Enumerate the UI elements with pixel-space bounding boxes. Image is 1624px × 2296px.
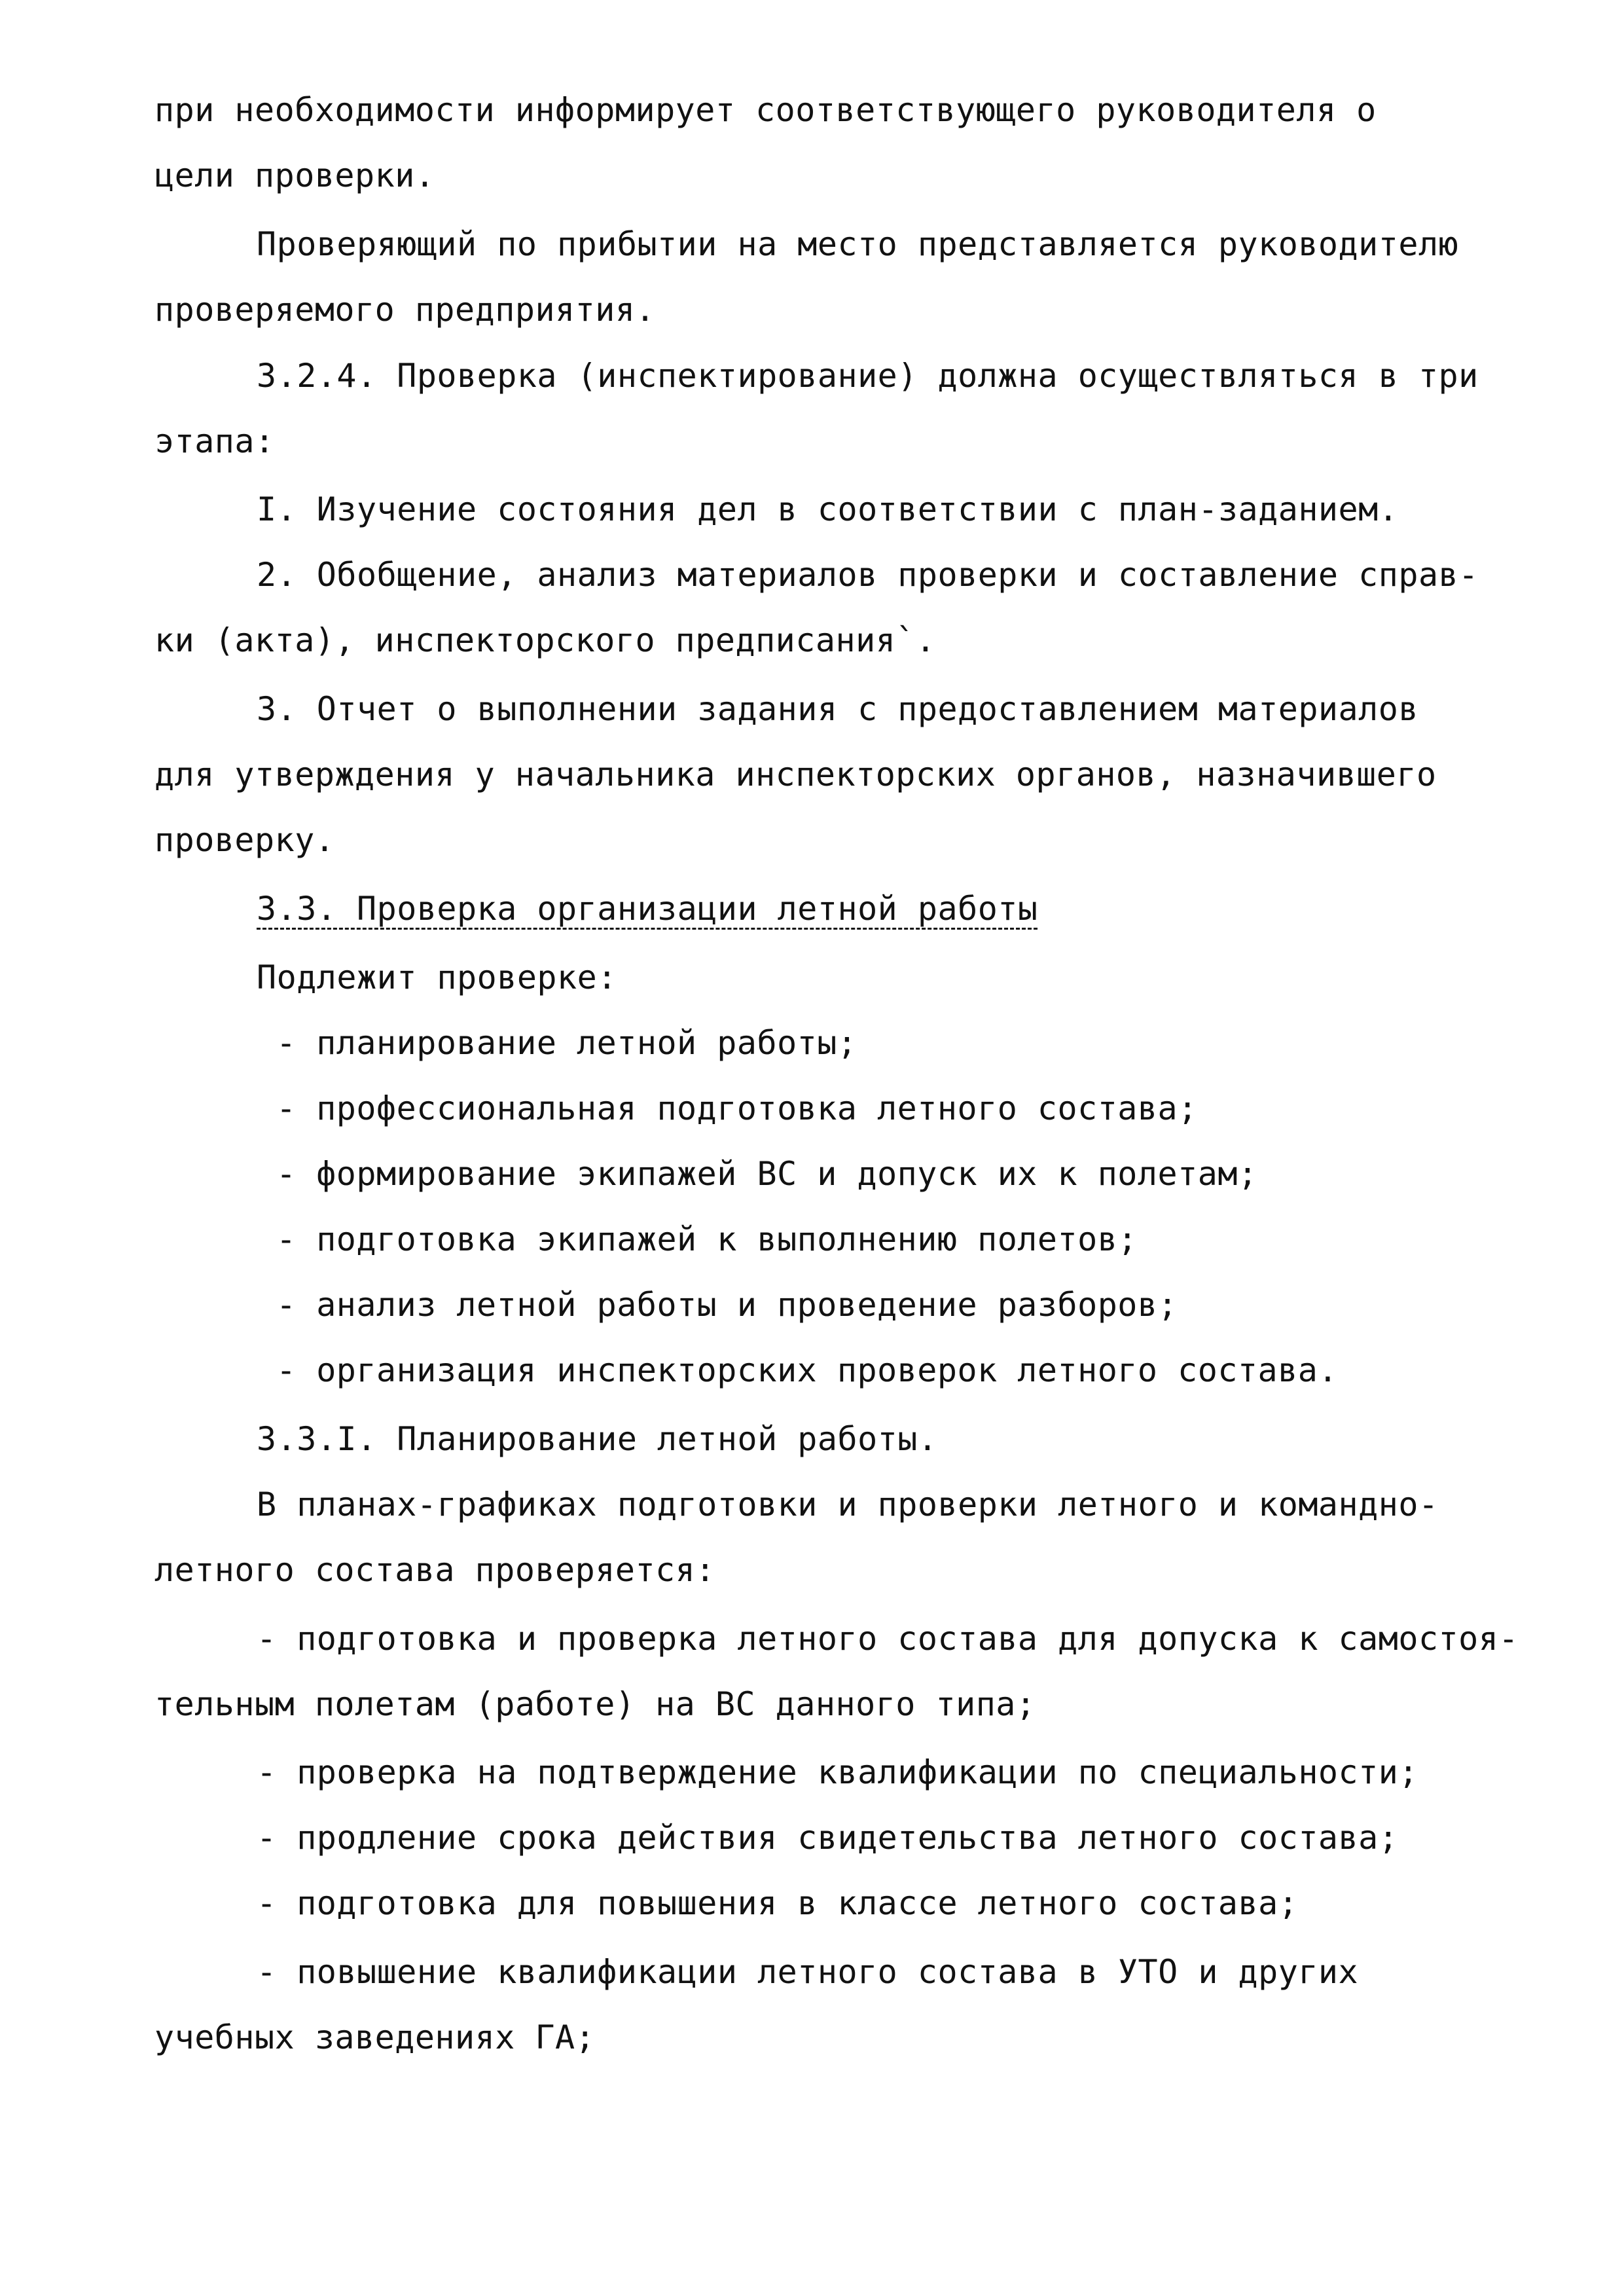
text-line: Проверяющий по прибытии на место представляется руководителю: [257, 225, 1459, 263]
list-item: - планирование летной работы;: [276, 1024, 857, 1062]
list-item: - подготовка для повышения в классе летного состава;: [257, 1884, 1299, 1922]
stage-2: 2. Обобщение, анализ материалов проверки и составление справ-: [257, 556, 1479, 594]
stage-3: 3. Отчет о выполнении задания с предоставлением материалов: [257, 690, 1418, 728]
text-line: при необходимости информирует соответствующего руководителя о: [154, 91, 1377, 129]
list-item: - организация инспекторских проверок летного состава.: [276, 1351, 1338, 1389]
section-3-3-heading: 3.3. Проверка организации летной работы: [257, 890, 1038, 928]
text-line: цели проверки.: [154, 156, 435, 194]
text-line: проверку.: [154, 821, 335, 859]
text-line: летного состава проверяется:: [154, 1551, 715, 1589]
list-item: - анализ летной работы и проведение разборов;: [276, 1286, 1178, 1324]
text-line: учебных заведениях ГА;: [154, 2018, 596, 2056]
stage-1: I. Изучение состояния дел в соответствии с план-заданием.: [257, 490, 1399, 528]
list-item: - повышение квалификации летного состава в УТО и других: [257, 1953, 1359, 1991]
text-line: для утверждения у начальника инспекторских органов, назначившего: [154, 756, 1437, 793]
list-item: - проверка на подтверждение квалификации по специальности;: [257, 1753, 1418, 1791]
list-item: - подготовка и проверка летного состава для допуска к самостоя-: [257, 1620, 1519, 1658]
text-line: проверяемого предприятия.: [154, 291, 656, 329]
list-item: - формирование экипажей ВС и допуск их к полетам;: [276, 1155, 1258, 1193]
text-line: этапа:: [154, 422, 275, 460]
text-line: В планах-графиках подготовки и проверки летного и командно-: [257, 1485, 1439, 1523]
text-line: Подлежит проверке:: [257, 958, 617, 996]
list-item: - продление срока действия свидетельства летного состава;: [257, 1819, 1399, 1857]
text-line: ки (акта), инспекторского предписания`.: [154, 621, 936, 659]
section-3-2-4-paragraph: 3.2.4. Проверка (инспектирование) должна осуществляться в три: [257, 357, 1479, 395]
list-item: - профессиональная подготовка летного состава;: [276, 1089, 1198, 1127]
list-item: - подготовка экипажей к выполнению полетов;: [276, 1220, 1138, 1258]
section-3-3-1-heading: 3.3.I. Планирование летной работы.: [257, 1420, 938, 1458]
text-line: тельным полетам (работе) на ВС данного типа;: [154, 1685, 1036, 1723]
